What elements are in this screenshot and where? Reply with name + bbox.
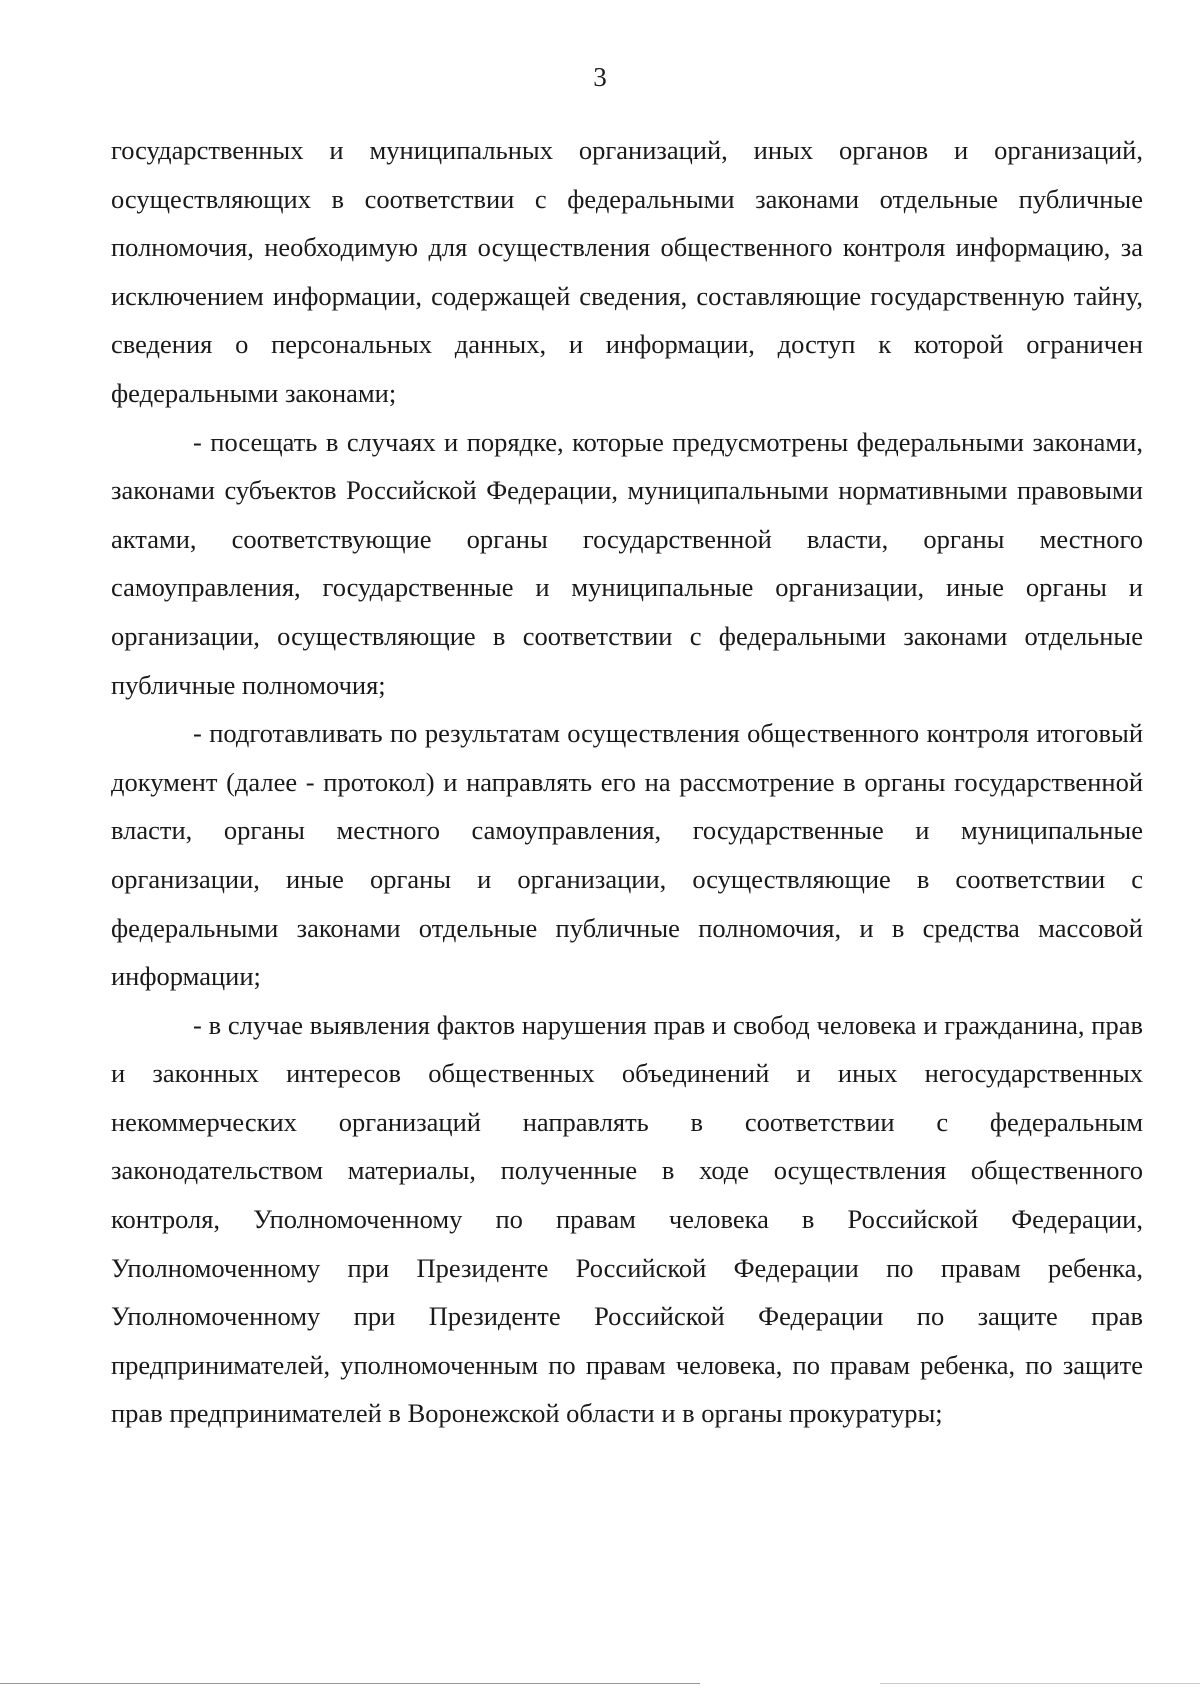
scan-edge-line-right [880, 1683, 1200, 1684]
paragraph-rights-violations: - в случае выявления фактов нарушения прав и свобод человека и гражданина, прав и законных интересов общественных объединений и иных негосударственных некоммерческих организаций направлять в соответствии с федеральным законодательством материалы, полученные в ходе осуществления общественного контроля, Уполномоченному по правам человека в Российской Федерации, Уполномоченному при Президенте Российской Федерации по правам ребенка, Уполномоченному при Президенте Российской Федерации по защите прав предпринимателей, уполномоченным по правам человека, по правам ребенка, по защите прав предпринимателей в Воронежской области и в органы прокуратуры; [111, 1009, 1143, 1429]
paragraph-prepare-protocol: - подготавливать по результатам осуществления общественного контроля итоговый документ (далее - протокол) и направлять его на рассмотрение в органы государственной власти, органы местного самоуправления, государственные и муниципальные организации, иные органы и организации, осуществляющие в соответствии с федеральными законами отдельные публичные полномочия, и в средства массовой информации; [111, 718, 1143, 992]
scan-edge-line [0, 1683, 700, 1684]
page-number: 3 [593, 62, 607, 92]
document-body [111, 126, 1143, 1438]
paragraph-continuation: государственных и муниципальных организаций, иных органов и организаций, осуществляющих в соответствии с федеральными законами отдельные публичные полномочия, необходимую для осуществления общественного контроля информацию, за исключением информации, содержащей сведения, составляющие государственную тайну, сведения о персональных данных, и информации, доступ к которой ограничен федеральными законами; [111, 135, 1143, 408]
paragraph-visit-bodies: - посещать в случаях и порядке, которые предусмотрены федеральными законами, законами субъектов Российской Федерации, муниципальными нормативными правовыми актами, соответствующие органы государственной власти, органы местного самоуправления, государственные и муниципальные организации, иные органы и организации, осуществляющие в соответствии с федеральными законами отдельные публичные полномочия; [111, 426, 1143, 700]
